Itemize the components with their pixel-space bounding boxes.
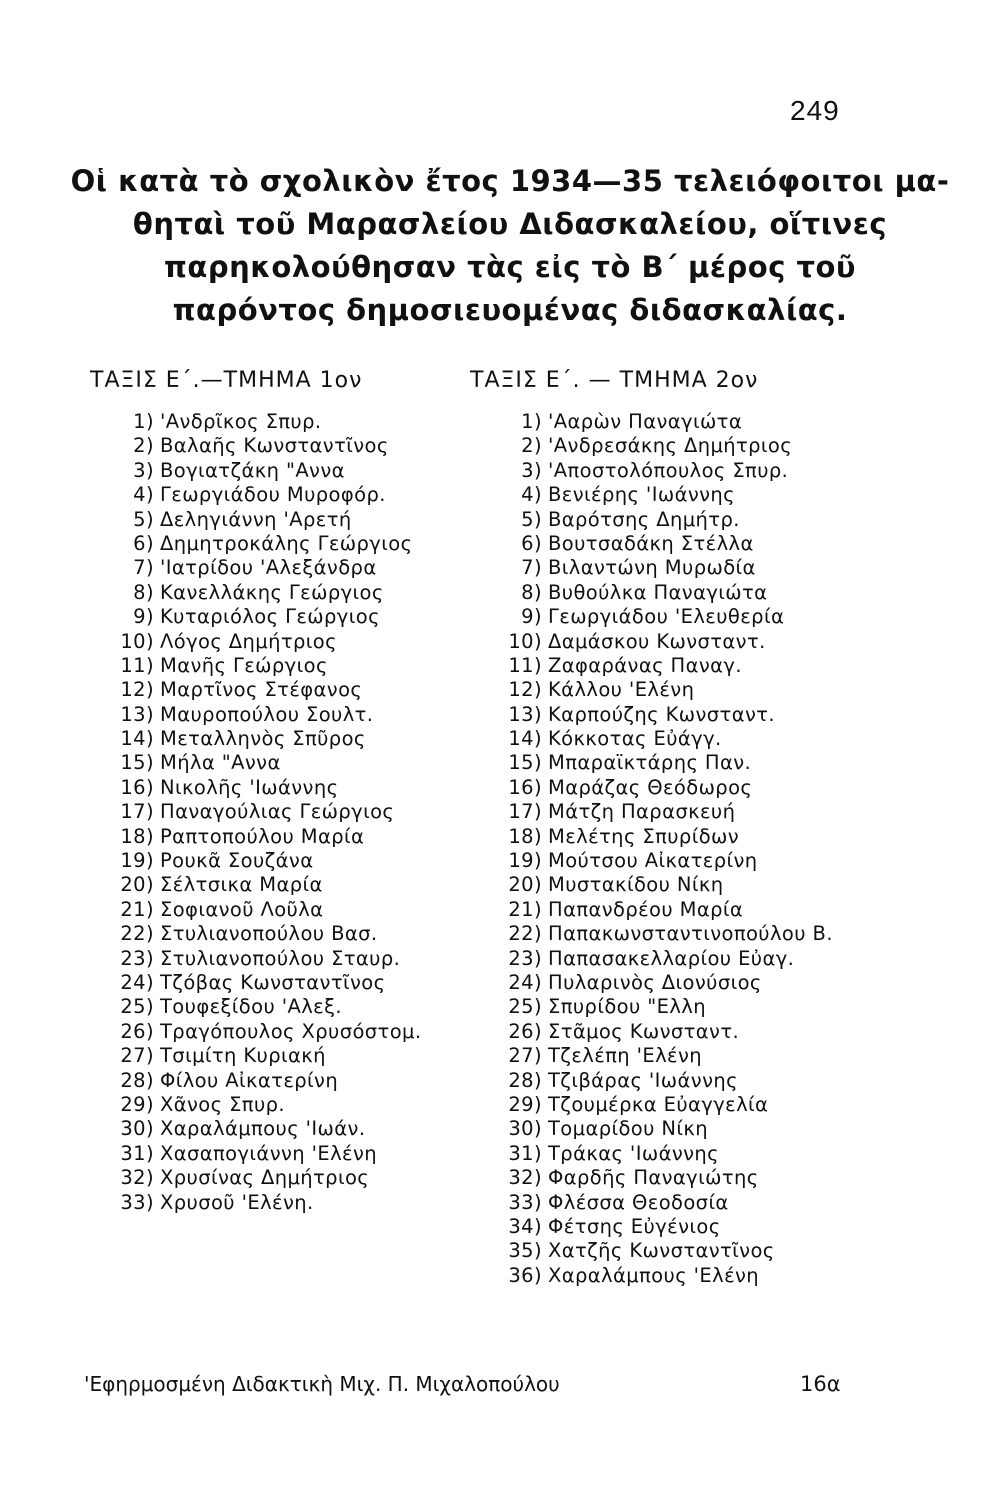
student-name: Μούτσου Αἰκατερίνη [548, 849, 758, 873]
item-number: 3) [521, 458, 542, 482]
student-name: Τσιμίτη Κυριακή [160, 1044, 326, 1068]
list-item [90, 678, 470, 702]
right-student-list [478, 410, 918, 1288]
student-name: Κόκκοτας Εὐάγγ. [548, 727, 722, 751]
list-item [478, 1093, 918, 1117]
list-item [478, 508, 918, 532]
item-number: 2) [521, 434, 542, 458]
list-item [90, 849, 470, 873]
list-item [478, 1166, 918, 1190]
item-number: 4) [133, 483, 154, 507]
student-name: Μάτζη Παρασκευή [548, 800, 736, 824]
item-number: 31) [508, 1141, 542, 1165]
list-item [478, 703, 918, 727]
item-number: 3) [133, 458, 154, 482]
student-name: Βαρότσης Δημήτρ. [548, 507, 740, 531]
list-item [478, 1020, 918, 1044]
student-name: Παπακωνσταντινοπούλου Β. [548, 922, 833, 946]
item-number: 26) [508, 1019, 542, 1043]
student-name: Βιλαντώνη Μυρωδία [548, 556, 756, 580]
student-name: Ζαφαράνας Παναγ. [548, 653, 742, 677]
list-item [90, 581, 470, 605]
item-number: 27) [508, 1044, 542, 1068]
item-number: 7) [521, 556, 542, 580]
list-item [90, 703, 470, 727]
list-item [90, 1020, 470, 1044]
list-item [478, 581, 918, 605]
list-item [478, 434, 918, 458]
student-name: 'Ανδρῖκος Σπυρ. [160, 410, 322, 433]
list-item [90, 556, 470, 580]
student-name: Παπασακελλαρίου Εὐαγ. [548, 946, 795, 970]
student-name: Μεταλληνὸς Σπῦρος [160, 727, 366, 751]
student-name: Μαράζας Θεόδωρος [548, 775, 753, 799]
student-name: Χαραλάμπους 'Ιωάν. [160, 1117, 366, 1141]
footer-text: 'Εφηρμοσμένη Διδακτικὴ Μιχ. Π. Μιχαλοπούλου [84, 1372, 560, 1396]
item-number: 29) [120, 1092, 154, 1116]
student-name: Μπαραϊκτάρης Παν. [548, 751, 752, 775]
list-item [478, 849, 918, 873]
item-number: 31) [120, 1141, 154, 1165]
student-name: Σοφιανοῦ Λοῦλα [160, 897, 324, 921]
list-item [90, 1117, 470, 1141]
student-name: Μελέτης Σπυρίδων [548, 824, 740, 848]
student-name: Κυταριόλος Γεώργιος [160, 605, 380, 629]
list-item [90, 751, 470, 775]
item-number: 5) [133, 507, 154, 531]
student-name: Δημητροκάλης Γεώργιος [160, 531, 413, 555]
student-name: Βενιέρης 'Ιωάννης [548, 483, 736, 507]
list-item [90, 873, 470, 897]
student-name: 'Ιατρίδου 'Αλεξάνδρα [160, 556, 377, 580]
item-number: 24) [120, 970, 154, 994]
item-number: 15) [120, 751, 154, 775]
list-item [90, 410, 470, 434]
item-number: 7) [133, 556, 154, 580]
student-name: Φαρδῆς Παναγιώτης [548, 1166, 759, 1190]
item-number: 18) [508, 824, 542, 848]
list-item [90, 947, 470, 971]
item-number: 16) [508, 775, 542, 799]
student-name: Χατζῆς Κωνσταντῖνος [548, 1239, 775, 1263]
list-item [478, 1142, 918, 1166]
item-number: 1) [133, 410, 154, 433]
student-name: Φέτσης Εὐγένιος [548, 1214, 721, 1238]
list-item [478, 776, 918, 800]
list-item [478, 630, 918, 654]
student-name: Στᾶμος Κωνσταντ. [548, 1019, 740, 1043]
list-item [90, 532, 470, 556]
list-item [478, 1264, 918, 1288]
student-name: 'Αποστολόπουλος Σπυρ. [548, 458, 789, 482]
item-number: 12) [120, 678, 154, 702]
list-item [90, 971, 470, 995]
list-item [90, 776, 470, 800]
item-number: 33) [508, 1190, 542, 1214]
student-name: Τράκας 'Ιωάννης [548, 1141, 720, 1165]
student-name: Ραπτοπούλου Μαρία [160, 824, 365, 848]
item-number: 30) [120, 1117, 154, 1141]
item-number: 19) [508, 849, 542, 873]
list-item [478, 825, 918, 849]
student-name: Στυλιανοπούλου Σταυρ. [160, 946, 401, 970]
student-name: Πυλαρινὸς Διονύσιος [548, 970, 762, 994]
student-name: Τζουμέρκα Εὐαγγελία [548, 1092, 769, 1116]
heading-line: θηταὶ τοῦ Μαρασλείου Διδασκαλείου, οἵτινες [132, 207, 888, 241]
heading [60, 160, 960, 332]
list-item [478, 1239, 918, 1263]
item-number: 21) [508, 897, 542, 921]
student-name: Βυθούλκα Παναγιώτα [548, 580, 768, 604]
item-number: 25) [120, 995, 154, 1019]
student-name: Χᾶνος Σπυρ. [160, 1092, 285, 1116]
list-item [478, 532, 918, 556]
list-item [478, 971, 918, 995]
item-number: 10) [120, 629, 154, 653]
sheet-mark: 16α [800, 1372, 841, 1396]
list-item [90, 1142, 470, 1166]
student-name: Φλέσσα Θεοδοσία [548, 1190, 729, 1214]
student-name: Βαλαῆς Κωνσταντῖνος [160, 434, 389, 458]
item-number: 8) [133, 580, 154, 604]
item-number: 14) [508, 727, 542, 751]
list-item [478, 1191, 918, 1215]
student-name: Στυλιανοπούλου Βασ. [160, 922, 378, 946]
student-name: Γεωργιάδου 'Ελευθερία [548, 605, 785, 629]
student-name: Μανῆς Γεώργιος [160, 653, 328, 677]
student-name: Μαυροπούλου Σουλτ. [160, 702, 374, 726]
list-item [90, 434, 470, 458]
item-number: 6) [133, 531, 154, 555]
item-number: 34) [508, 1214, 542, 1238]
item-number: 35) [508, 1239, 542, 1263]
student-name: Χασαπογιάννη 'Ελένη [160, 1141, 378, 1165]
item-number: 23) [120, 946, 154, 970]
student-name: Παπανδρέου Μαρία [548, 897, 744, 921]
list-item [478, 922, 918, 946]
item-number: 32) [120, 1166, 154, 1190]
list-item [90, 922, 470, 946]
list-item [90, 1166, 470, 1190]
item-number: 30) [508, 1117, 542, 1141]
item-number: 16) [120, 775, 154, 799]
student-name: Λόγος Δημήτριος [160, 629, 337, 653]
student-name: Δαμάσκου Κωνσταντ. [548, 629, 766, 653]
list-item [90, 1069, 470, 1093]
student-name: Χρυσοῦ 'Ελένη. [160, 1190, 314, 1214]
list-item [90, 630, 470, 654]
student-name: Τζελέπη 'Ελένη [548, 1044, 703, 1068]
list-item [90, 508, 470, 532]
student-name: Μυστακίδου Νίκη [548, 873, 724, 897]
item-number: 12) [508, 678, 542, 702]
item-number: 20) [508, 873, 542, 897]
list-item [90, 483, 470, 507]
page-number: 249 [790, 95, 840, 126]
item-number: 22) [508, 922, 542, 946]
item-number: 25) [508, 995, 542, 1019]
item-number: 11) [508, 653, 542, 677]
student-name: Παναγούλιας Γεώργιος [160, 800, 395, 824]
student-name: Γεωργιάδου Μυροφόρ. [160, 483, 386, 507]
list-item [478, 727, 918, 751]
student-name: Χαραλάμπους 'Ελένη [548, 1263, 760, 1287]
item-number: 27) [120, 1044, 154, 1068]
item-number: 20) [120, 873, 154, 897]
item-number: 28) [508, 1068, 542, 1092]
item-number: 11) [120, 653, 154, 677]
student-name: Σέλτσικα Μαρία [160, 873, 323, 897]
student-name: Καρπούζης Κωνσταντ. [548, 702, 775, 726]
student-name: Δεληγιάννη 'Αρετή [160, 507, 352, 531]
list-item [478, 556, 918, 580]
list-item [478, 605, 918, 629]
list-item [478, 1069, 918, 1093]
student-name: Τομαρίδου Νίκη [548, 1117, 709, 1141]
student-name: Τζιβάρας 'Ιωάννης [548, 1068, 738, 1092]
list-item [478, 410, 918, 434]
list-item [90, 995, 470, 1019]
list-item [478, 654, 918, 678]
item-number: 28) [120, 1068, 154, 1092]
student-name: Κάλλου 'Ελένη [548, 678, 695, 702]
list-item [478, 1044, 918, 1068]
item-number: 14) [120, 727, 154, 751]
item-number: 29) [508, 1092, 542, 1116]
list-item [90, 459, 470, 483]
left-student-list [90, 410, 470, 1215]
item-number: 33) [120, 1190, 154, 1214]
item-number: 26) [120, 1019, 154, 1043]
student-name: Μήλα "Αννα [160, 751, 281, 775]
student-name: Τουφεξίδου 'Αλεξ. [160, 995, 342, 1019]
item-number: 17) [120, 800, 154, 824]
student-name: Μαρτῖνος Στέφανος [160, 678, 363, 702]
item-number: 23) [508, 946, 542, 970]
item-number: 13) [508, 702, 542, 726]
student-name: 'Ανδρεσάκης Δημήτριος [548, 434, 793, 458]
list-item [478, 800, 918, 824]
student-name: Κανελλάκης Γεώργιος [160, 580, 384, 604]
list-item [478, 995, 918, 1019]
list-item [478, 751, 918, 775]
student-name: Φίλου Αἰκατερίνη [160, 1068, 339, 1092]
list-item [90, 654, 470, 678]
item-number: 32) [508, 1166, 542, 1190]
list-item [90, 605, 470, 629]
item-number: 24) [508, 970, 542, 994]
item-number: 4) [521, 483, 542, 507]
list-item [478, 873, 918, 897]
item-number: 17) [508, 800, 542, 824]
student-name: Τραγόπουλος Χρυσόστομ. [160, 1019, 422, 1043]
item-number: 18) [120, 824, 154, 848]
list-item [478, 459, 918, 483]
heading-line: παρηκολούθησαν τὰς εἰς τὸ Β΄ μέρος τοῦ [163, 250, 857, 284]
list-item [478, 947, 918, 971]
item-number: 2) [133, 434, 154, 458]
student-name: Νικολῆς 'Ιωάννης [160, 775, 339, 799]
list-item [90, 800, 470, 824]
list-item [90, 1191, 470, 1215]
item-number: 1) [521, 410, 542, 433]
student-name: Τζόβας Κωνσταντῖνος [160, 970, 386, 994]
item-number: 13) [120, 702, 154, 726]
item-number: 36) [508, 1263, 542, 1287]
student-name: Βουτσαδάκη Στέλλα [548, 531, 754, 555]
item-number: 21) [120, 897, 154, 921]
item-number: 5) [521, 507, 542, 531]
list-item [90, 727, 470, 751]
item-number: 19) [120, 849, 154, 873]
item-number: 9) [133, 605, 154, 629]
list-item [90, 1044, 470, 1068]
item-number: 9) [521, 605, 542, 629]
student-name: Χρυσίνας Δημήτριος [160, 1166, 370, 1190]
list-item [478, 1117, 918, 1141]
left-column-header: ΤΑΞΙΣ Ε΄.—ΤΜΗΜΑ 1ον [90, 368, 363, 393]
list-item [478, 1215, 918, 1239]
heading-line: παρόντος δημοσιευομένας διδασκαλίας. [172, 293, 848, 327]
item-number: 15) [508, 751, 542, 775]
student-name: Ρουκᾶ Σουζάνα [160, 849, 314, 873]
student-name: Βογιατζάκη "Αννα [160, 458, 345, 482]
list-item [90, 825, 470, 849]
item-number: 8) [521, 580, 542, 604]
item-number: 10) [508, 629, 542, 653]
list-item [478, 678, 918, 702]
list-item [90, 1093, 470, 1117]
student-name: 'Ααρὼν Παναγιώτα [548, 410, 743, 433]
right-column-header: ΤΑΞΙΣ Ε΄. — ΤΜΗΜΑ 2ον [470, 368, 759, 393]
list-item [478, 483, 918, 507]
student-name: Σπυρίδου "Ελλη [548, 995, 706, 1019]
item-number: 22) [120, 922, 154, 946]
list-item [90, 898, 470, 922]
item-number: 6) [521, 531, 542, 555]
heading-line: Οἱ κατὰ τὸ σχολικὸν ἔτος 1934—35 τελειόφοιτοι μα- [70, 164, 950, 198]
list-item [478, 898, 918, 922]
